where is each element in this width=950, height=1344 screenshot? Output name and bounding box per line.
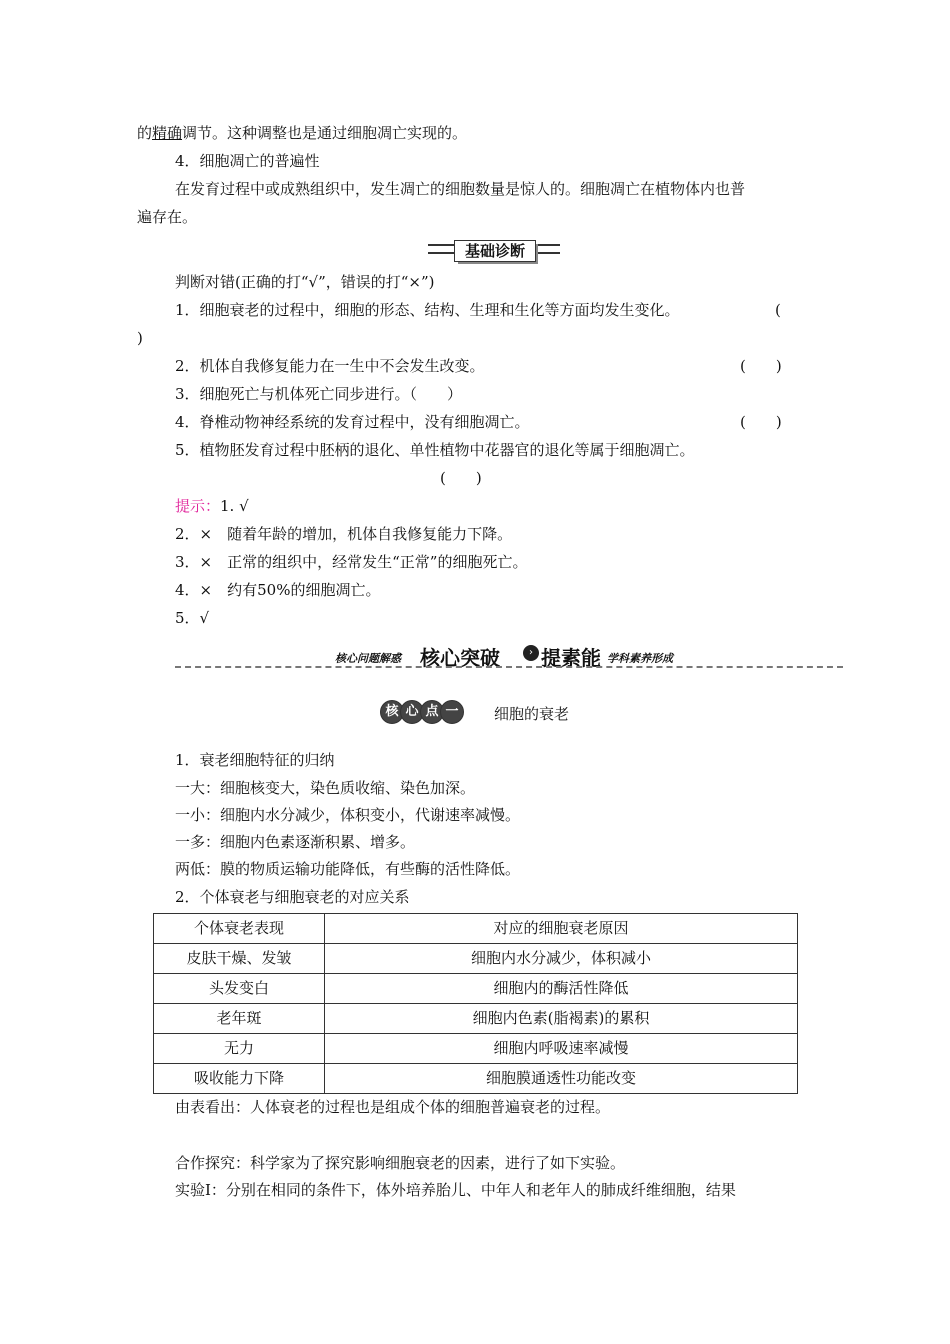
cooperative-inquiry: 合作探究：科学家为了探究影响细胞衰老的因素，进行了如下实验。	[175, 1154, 626, 1172]
heading-aging-features: 1．衰老细胞特征的归纳	[175, 751, 335, 769]
diagnosis-banner	[428, 238, 560, 264]
heading-apoptosis-universality: 4．细胞凋亡的普遍性	[175, 152, 320, 170]
hint-answer-3: 3．× 正常的组织中，经常发生“正常”的细胞死亡。	[175, 553, 528, 571]
feature-item: 两低：膜的物质运输功能降低，有些酶的活性降低。	[175, 860, 521, 878]
section-title-a: 核心突破	[420, 646, 500, 670]
table-row	[154, 1064, 798, 1094]
question-item-2: 2．机体自我修复能力在一生中不会发生改变。	[175, 357, 485, 375]
intro-paragraph-line-2: 遍存在。	[137, 208, 198, 226]
feature-item: 一多：细胞内色素逐渐积累、增多。	[175, 833, 416, 851]
table-header: 对应的细胞衰老原因	[325, 914, 798, 944]
hint-answer-4: 4．× 约有50%的细胞凋亡。	[175, 581, 381, 599]
question-item-5: 5．植物胚发育过程中胚柄的退化、单性植物中花器官的退化等属于细胞凋亡。	[175, 441, 695, 459]
diagnosis-instruction: 判断对错(正确的打“√”，错误的打“×”)	[175, 273, 435, 291]
answer-paren-5: ( )	[440, 469, 482, 487]
feature-item: 一小：细胞内水分减少，体积变小，代谢速率减慢。	[175, 806, 521, 824]
table-header-row	[154, 914, 798, 944]
hint-label: 提示：	[175, 497, 221, 515]
section-right-caption: 学科素养形成	[607, 652, 673, 665]
hint-line-1: 提示：1. √	[175, 497, 249, 515]
table-conclusion: 由表看出：人体衰老的过程也是组成个体的细胞普遍衰老的过程。	[175, 1098, 611, 1116]
table-cell: 细胞内呼吸速率减慢	[325, 1034, 798, 1064]
section-left-caption: 核心问题解惑	[335, 652, 401, 665]
answer-paren-2: ( )	[740, 357, 782, 375]
answer-paren-4: ( )	[740, 413, 782, 431]
intro-paragraph-line-1: 在发育过程中或成熟组织中，发生凋亡的细胞数量是惊人的。细胞凋亡在植物体内也普	[175, 180, 746, 198]
core-point-badge: 核 心 点 一	[380, 700, 460, 724]
table-cell: 皮肤干燥、发皱	[154, 944, 325, 974]
question-item-1: 1．细胞衰老的过程中，细胞的形态、结构、生理和生化等方面均发生变化。	[175, 301, 680, 319]
table-cell: 吸收能力下降	[154, 1064, 325, 1094]
hint-answer-5: 5．√	[175, 609, 210, 627]
heading-correspondence: 2．个体衰老与细胞衰老的对应关系	[175, 888, 410, 906]
table-row	[154, 974, 798, 1004]
core-point-title: 细胞的衰老	[494, 705, 570, 723]
table-cell: 细胞内水分减少，体积减小	[325, 944, 798, 974]
table-cell: 细胞内色素(脂褐素)的累积	[325, 1004, 798, 1034]
arrow-icon: ›	[523, 645, 539, 661]
table-cell: 无力	[154, 1034, 325, 1064]
section-header	[175, 642, 843, 672]
table-cell: 老年斑	[154, 1004, 325, 1034]
intro-line-1: 的精确调节。这种调整也是通过细胞凋亡实现的。	[137, 124, 468, 142]
table-cell: 细胞内的酶活性降低	[325, 974, 798, 1004]
table-row	[154, 1034, 798, 1064]
table-header: 个体衰老表现	[154, 914, 325, 944]
section-divider	[175, 666, 843, 668]
table-cell: 头发变白	[154, 974, 325, 1004]
section-title-b: 提素能	[541, 646, 601, 670]
answer-paren-close-1: )	[137, 329, 143, 347]
hint-answer-2: 2．× 随着年龄的增加，机体自我修复能力下降。	[175, 525, 513, 543]
question-item-4: 4．脊椎动物神经系统的发育过程中，没有细胞凋亡。	[175, 413, 530, 431]
feature-item: 一大：细胞核变大，染色质收缩、染色加深。	[175, 779, 476, 797]
experiment-description: 实验Ⅰ：分别在相同的条件下，体外培养胎儿、中年人和老年人的肺成纤维细胞，结果	[175, 1181, 736, 1199]
question-item-3: 3．细胞死亡与机体死亡同步进行。（ ）	[175, 385, 463, 403]
table-row	[154, 1004, 798, 1034]
table-cell: 细胞膜通透性功能改变	[325, 1064, 798, 1094]
underlined-word: 精确	[152, 124, 183, 142]
banner-title: 基础诊断	[454, 240, 536, 262]
answer-paren-open-1: (	[775, 301, 781, 319]
table-row	[154, 944, 798, 974]
aging-correspondence-table	[153, 913, 798, 1094]
